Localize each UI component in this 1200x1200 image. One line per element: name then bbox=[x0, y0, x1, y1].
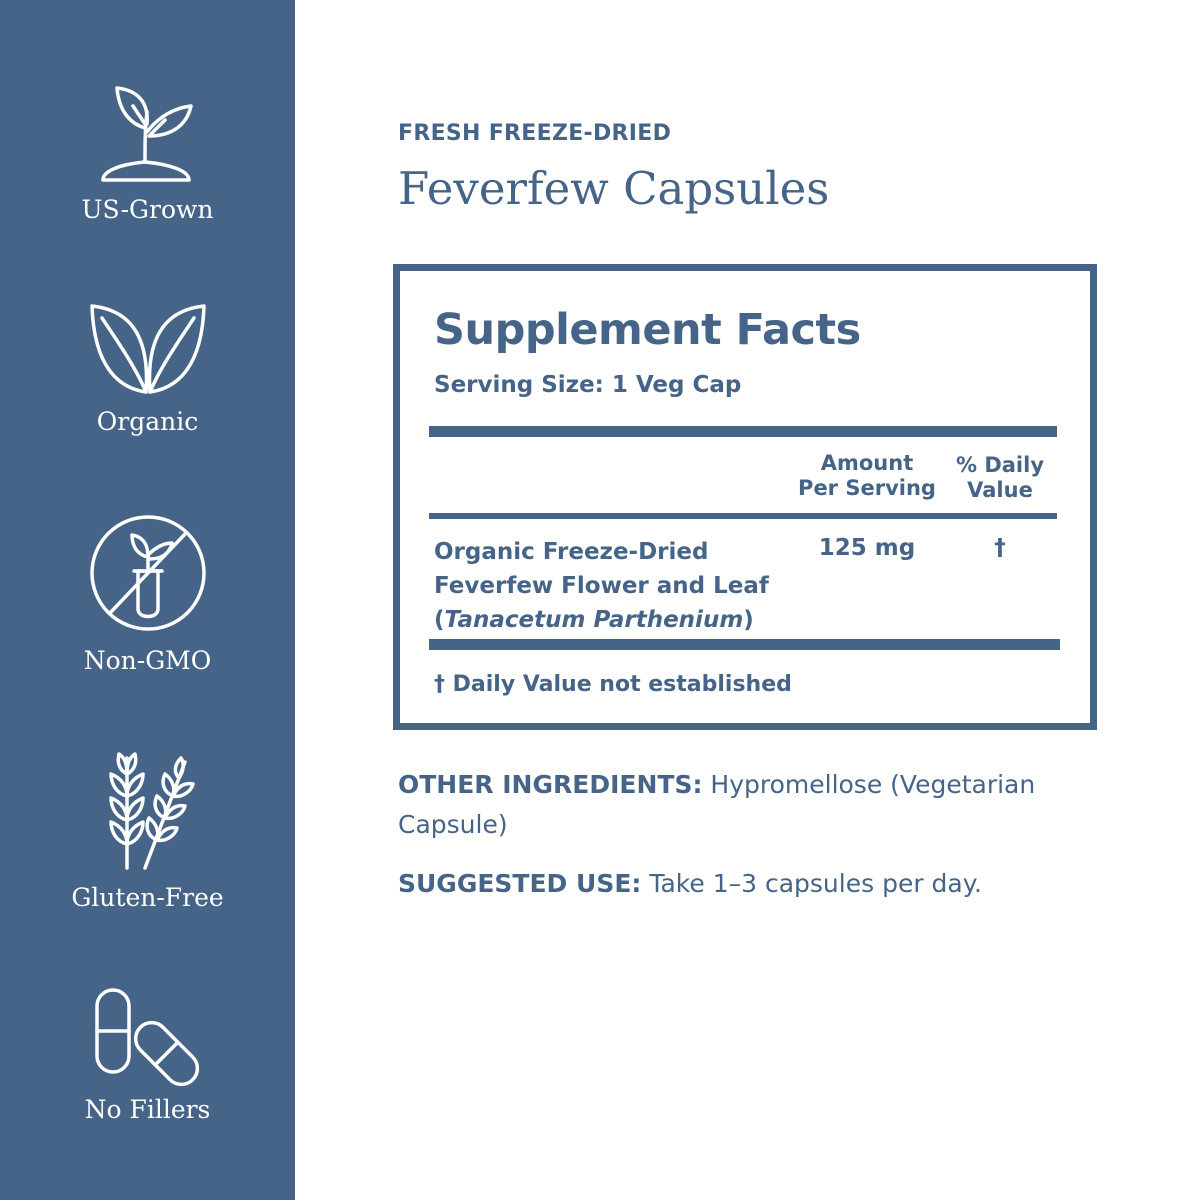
sprout-icon bbox=[93, 66, 203, 186]
other-ingredients bbox=[398, 765, 1078, 845]
wheat-icon bbox=[93, 750, 203, 872]
ingredient-line3 bbox=[434, 603, 804, 637]
badge-gluten-free bbox=[0, 750, 295, 872]
divider-header bbox=[429, 513, 1057, 519]
no-gmo-icon bbox=[88, 513, 208, 633]
badge-label-us-grown: US-Grown bbox=[81, 195, 214, 224]
product-title: Feverfew Capsules bbox=[398, 162, 830, 215]
column-header-amount-line2: Per Serving bbox=[798, 476, 936, 500]
badge-label-no-fillers: No Fillers bbox=[84, 1095, 211, 1124]
badge-sidebar bbox=[0, 0, 295, 1200]
leaf-icon bbox=[88, 296, 208, 396]
badge-label-non-gmo: Non-GMO bbox=[83, 646, 212, 675]
ingredient-line1: Organic Freeze-Dried bbox=[434, 539, 709, 565]
facts-title: Supplement Facts bbox=[434, 305, 861, 355]
other-ingredients-text: Hypromellose (Vegetarian Capsule) bbox=[398, 770, 1036, 839]
suggested-use-text: Take 1–3 capsules per day. bbox=[641, 869, 982, 898]
column-header-amount bbox=[792, 451, 942, 501]
thick-divider-top bbox=[429, 426, 1057, 437]
badge-organic bbox=[0, 296, 295, 396]
product-eyebrow: FRESH FREEZE-DRIED bbox=[398, 121, 672, 146]
serving-size: Serving Size: 1 Veg Cap bbox=[434, 372, 742, 398]
ingredient-line2: Feverfew Flower and Leaf bbox=[434, 573, 769, 599]
suggested-use bbox=[398, 864, 1078, 904]
badge-us-grown bbox=[0, 66, 295, 186]
ingredient-name bbox=[434, 535, 804, 637]
badge-no-fillers bbox=[0, 988, 295, 1088]
badge-non-gmo bbox=[0, 513, 295, 633]
capsules-icon bbox=[93, 988, 203, 1088]
ingredient-daily-value: † bbox=[994, 535, 1006, 561]
daily-value-footnote: † Daily Value not established bbox=[434, 672, 792, 697]
other-ingredients-label: OTHER INGREDIENTS: bbox=[398, 770, 703, 799]
column-header-dv-line1: % Daily bbox=[955, 453, 1045, 477]
ingredient-latin-name: Tanacetum Parthenium bbox=[444, 607, 744, 633]
ingredient-paren-open: ( bbox=[434, 607, 445, 633]
ingredient-paren-close: ) bbox=[743, 607, 754, 633]
thick-divider-bottom bbox=[429, 639, 1060, 650]
column-header-daily-value bbox=[950, 453, 1050, 503]
suggested-use-label: SUGGESTED USE: bbox=[398, 869, 642, 898]
badge-label-organic: Organic bbox=[96, 407, 199, 436]
ingredient-amount: 125 mg bbox=[818, 535, 916, 561]
badge-label-gluten-free: Gluten-Free bbox=[71, 883, 224, 912]
column-header-amount-line1: Amount bbox=[820, 451, 914, 475]
column-header-dv-line2: Value bbox=[967, 478, 1033, 502]
supplement-facts-panel bbox=[393, 264, 1097, 730]
